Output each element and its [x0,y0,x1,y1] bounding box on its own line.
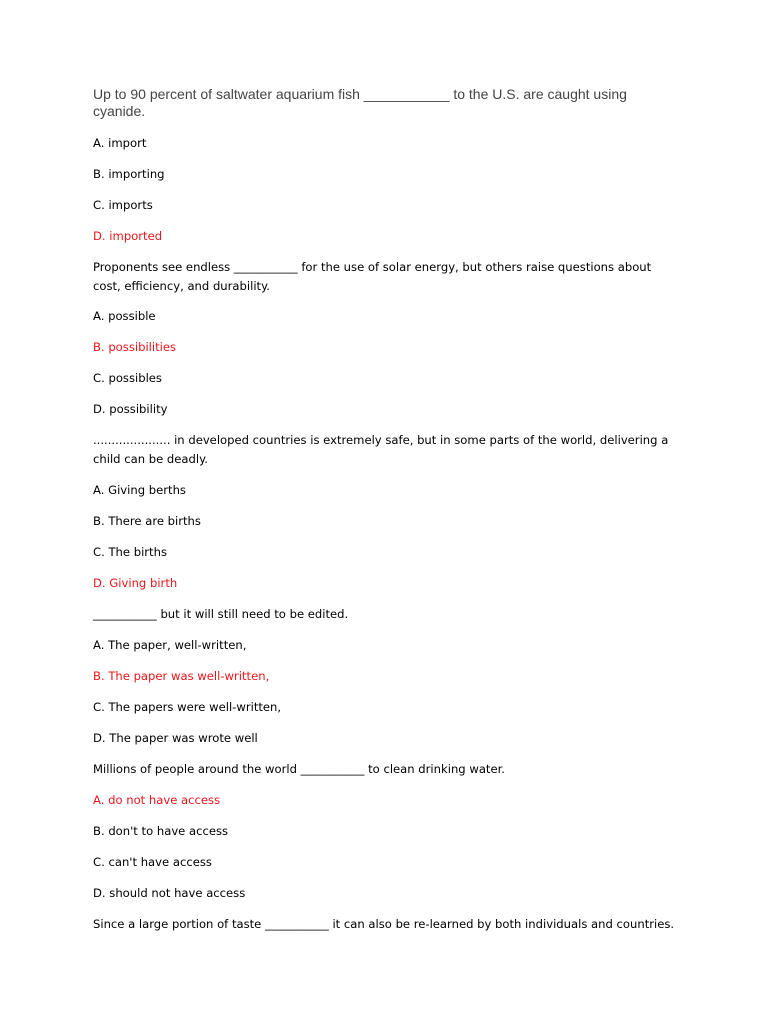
question-2-option-d: D. possibility [93,402,168,416]
question-1-option-d-correct: D. imported [93,229,163,243]
question-1-option-a: A. import [93,136,147,150]
question-1-option-b: B. importing [93,167,165,181]
question-2-option-b-correct: B. possibilities [93,340,177,354]
question-1-prompt: Up to 90 percent of saltwater aquarium fish ___________ to the U.S. are caught using cyanide. [93,86,627,119]
question-4-option-c: C. The papers were well-written, [93,700,282,714]
question-3-option-d-correct: D. Giving birth [93,576,178,590]
question-3-option-a: A. Giving berths [93,483,186,497]
question-4-option-b-correct: B. The paper was well-written, [93,669,270,683]
question-3-option-c: C. The births [93,545,167,559]
question-5-option-a-correct: A. do not have access [93,793,221,807]
question-4-prompt: ___________ but it will still need to be edited. [93,607,349,621]
question-5-option-c: C. can't have access [93,855,212,869]
question-6-prompt: Since a large portion of taste ___________ it can also be re-learned by both individuals and countries. [93,917,675,931]
question-1-option-c: C. imports [93,198,153,212]
question-4-option-d: D. The paper was wrote well [93,731,258,745]
question-4-option-a: A. The paper, well-written, [93,638,247,652]
question-2-prompt: Proponents see endless ___________ for the use of solar energy, but others raise questions about cost, efficiency, and durability. [93,260,652,293]
question-2-option-c: C. possibles [93,371,162,385]
question-5-option-b: B. don't to have access [93,824,229,838]
question-5-prompt: Millions of people around the world ___________ to clean drinking water. [93,762,505,776]
question-5-option-d: D. should not have access [93,886,246,900]
question-3-prompt: ..................... in developed countries is extremely safe, but in some parts of the world, delivering a child can be deadly. [93,433,669,466]
question-2-option-a: A. possible [93,309,156,323]
question-3-option-b: B. There are births [93,514,201,528]
